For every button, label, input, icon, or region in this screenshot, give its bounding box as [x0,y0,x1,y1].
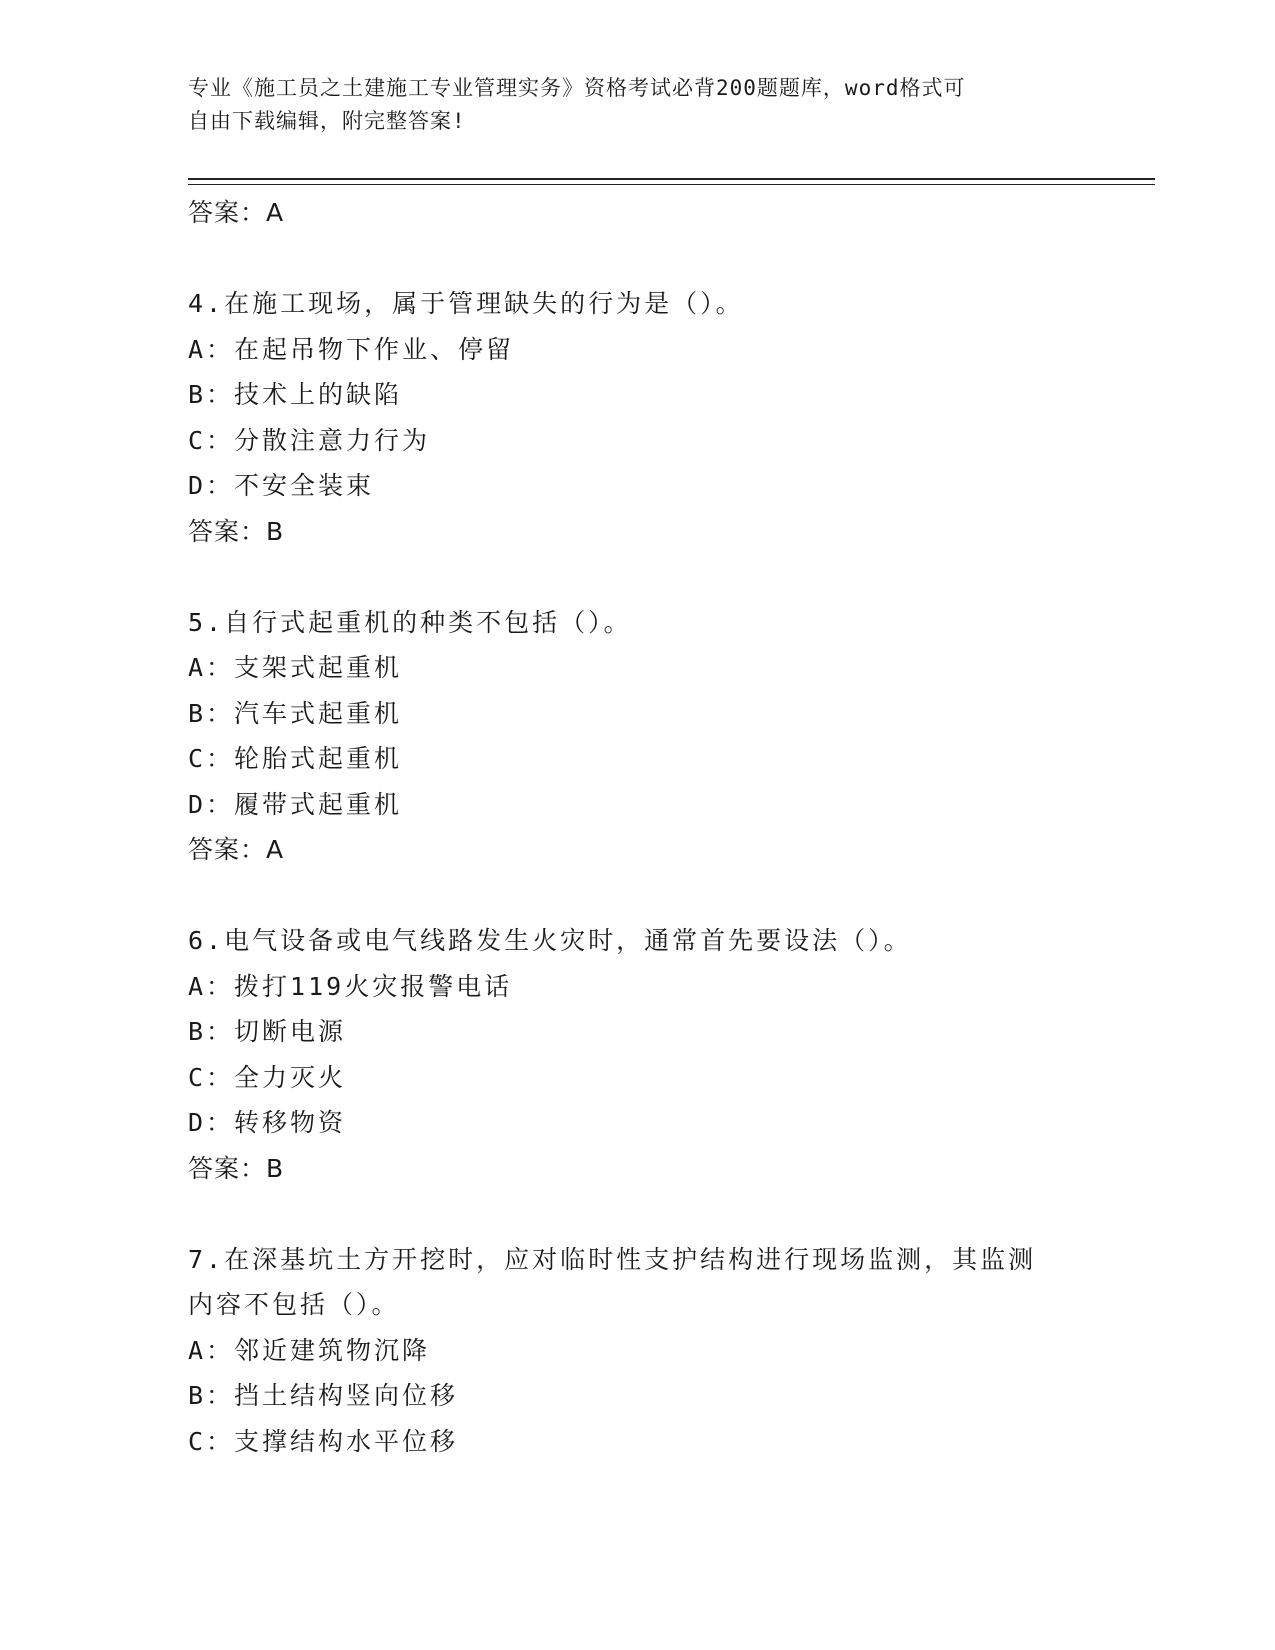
question-block [188,281,1088,554]
header-divider-thin [188,184,1155,185]
document-body [188,190,1088,1464]
option-a: A：拨打119火灾报警电话 [188,971,513,1001]
answer-line: 答案：A [188,198,285,227]
option-c: C：全力灭火 [188,1062,347,1092]
question-stem: 6.电气设备或电气线路发生火灾时，通常首先要设法（）。 [188,926,912,955]
header-line-1: 专业《施工员之土建施工专业管理实务》资格考试必背200题题库，word格式可 [188,76,966,100]
option-b: B：切断电源 [188,1017,347,1046]
option-d: D：转移物资 [188,1108,347,1137]
option-c: C：轮胎式起重机 [188,744,403,773]
option-d: D：履带式起重机 [188,789,403,819]
blank-line [188,1191,1088,1237]
question-stem-continued: 内容不包括（）。 [188,1290,400,1319]
option-b: B：技术上的缺陷 [188,380,403,409]
blank-line [188,873,1088,919]
blank-line [188,236,1088,282]
option-a: A：邻近建筑物沉降 [188,1335,431,1365]
option-c: C：分散注意力行为 [188,425,431,455]
blank-line [188,554,1088,600]
header-divider-thick [188,178,1155,180]
option-b: B：汽车式起重机 [188,698,403,728]
document-header [188,72,1068,138]
question-stem: 7.在深基坑土方开挖时，应对临时性支护结构进行现场监测，其监测 [188,1244,1037,1274]
option-c: C：支撑结构水平位移 [188,1426,459,1456]
option-a: A：在起吊物下作业、停留 [188,334,515,364]
answer-line: 答案：B [188,1153,285,1183]
question-stem: 4.在施工现场，属于管理缺失的行为是（）。 [188,289,744,318]
answer-line: 答案：B [188,516,285,546]
option-b: B：挡土结构竖向位移 [188,1381,459,1410]
question-block [188,600,1088,873]
option-d: D：不安全装束 [188,471,375,500]
question-block [188,918,1088,1191]
option-a: A：支架式起重机 [188,653,403,682]
header-line-2: 自由下载编辑，附完整答案! [188,109,466,133]
answer-line: 答案：A [188,835,285,864]
question-stem: 5.自行式起重机的种类不包括（）。 [188,607,632,637]
question-block [188,1237,1088,1465]
